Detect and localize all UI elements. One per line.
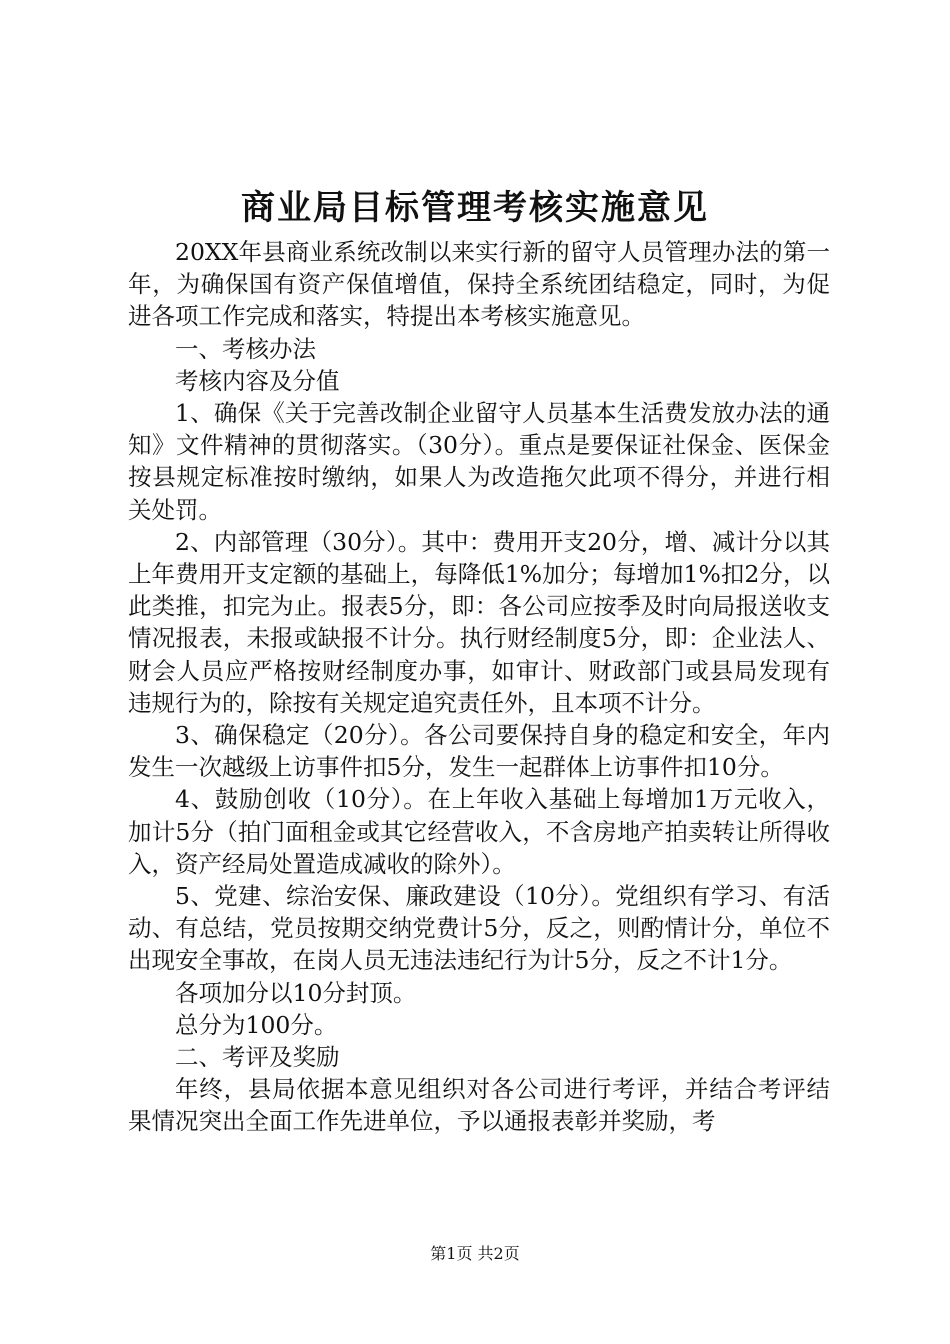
document-body bbox=[128, 236, 830, 1138]
heading-assessment-method: 一、考核办法 bbox=[175, 334, 316, 363]
subheading-content-and-scores: 考核内容及分值 bbox=[175, 366, 340, 395]
paragraph-year-end: 年终，县局依据本意见组织对各公司进行考评，并结合考评结果情况突出全面工作先进单位，予以通报表彰并奖励，考 bbox=[128, 1075, 830, 1136]
paragraph-item-4: 4、鼓励创收（10分）。在上年收入基础上每增加1万元收入，加计5分（拍门面租金或其它经营收入，不含房地产拍卖转让所得收入，资产经局处置造成减收的除外）。 bbox=[128, 785, 830, 878]
paragraph-item-5: 5、党建、综治安保、廉政建设（10分）。党组织有学习、有活动、有总结，党员按期交纳党费计5分，反之，则酌情计分，单位不出现安全事故，在岗人员无违法违纪行为计5分，反之不计1分。 bbox=[128, 882, 830, 975]
paragraph-bonus-cap: 各项加分以10分封顶。 bbox=[175, 978, 417, 1007]
heading-evaluation-and-rewards: 二、考评及奖励 bbox=[175, 1043, 340, 1072]
paragraph-item-1: 1、确保《关于完善改制企业留守人员基本生活费发放办法的通知》文件精神的贯彻落实。（30分）。重点是要保证社保金、医保金按县规定标准按时缴纳，如果人为改造拖欠此项不得分，并进行相关处罚。 bbox=[128, 399, 830, 524]
paragraph-intro: 20XX年县商业系统改制以来实行新的留守人员管理办法的第一年，为确保国有资产保值增值，保持全系统团结稳定，同时，为促进各项工作完成和落实，特提出本考核实施意见。 bbox=[128, 238, 830, 331]
document-title: 商业局目标管理考核实施意见 bbox=[241, 188, 709, 228]
paragraph-item-2: 2、内部管理（30分）。其中：费用开支20分，增、减计分以其上年费用开支定额的基础上，每降低1%加分；每增加1%扣2分，以此类推，扣完为止。报表5分，即：各公司应按季及时向局报送收支情况报表，未报或缺报不计分。执行财经制度5分，即：企业法人、财会人员应严格按财经制度办事，如审计、财政部门或县局发现有违规行为的，除按有关规定追究责任外，且本项不计分。 bbox=[128, 527, 830, 717]
paragraph-item-3: 3、确保稳定（20分）。各公司要保持自身的稳定和安全，年内发生一次越级上访事件扣5分，发生一起群体上访事件扣10分。 bbox=[128, 721, 830, 782]
page-footer: 第1页 共2页 bbox=[430, 1244, 520, 1263]
paragraph-total-score: 总分为100分。 bbox=[175, 1010, 338, 1039]
